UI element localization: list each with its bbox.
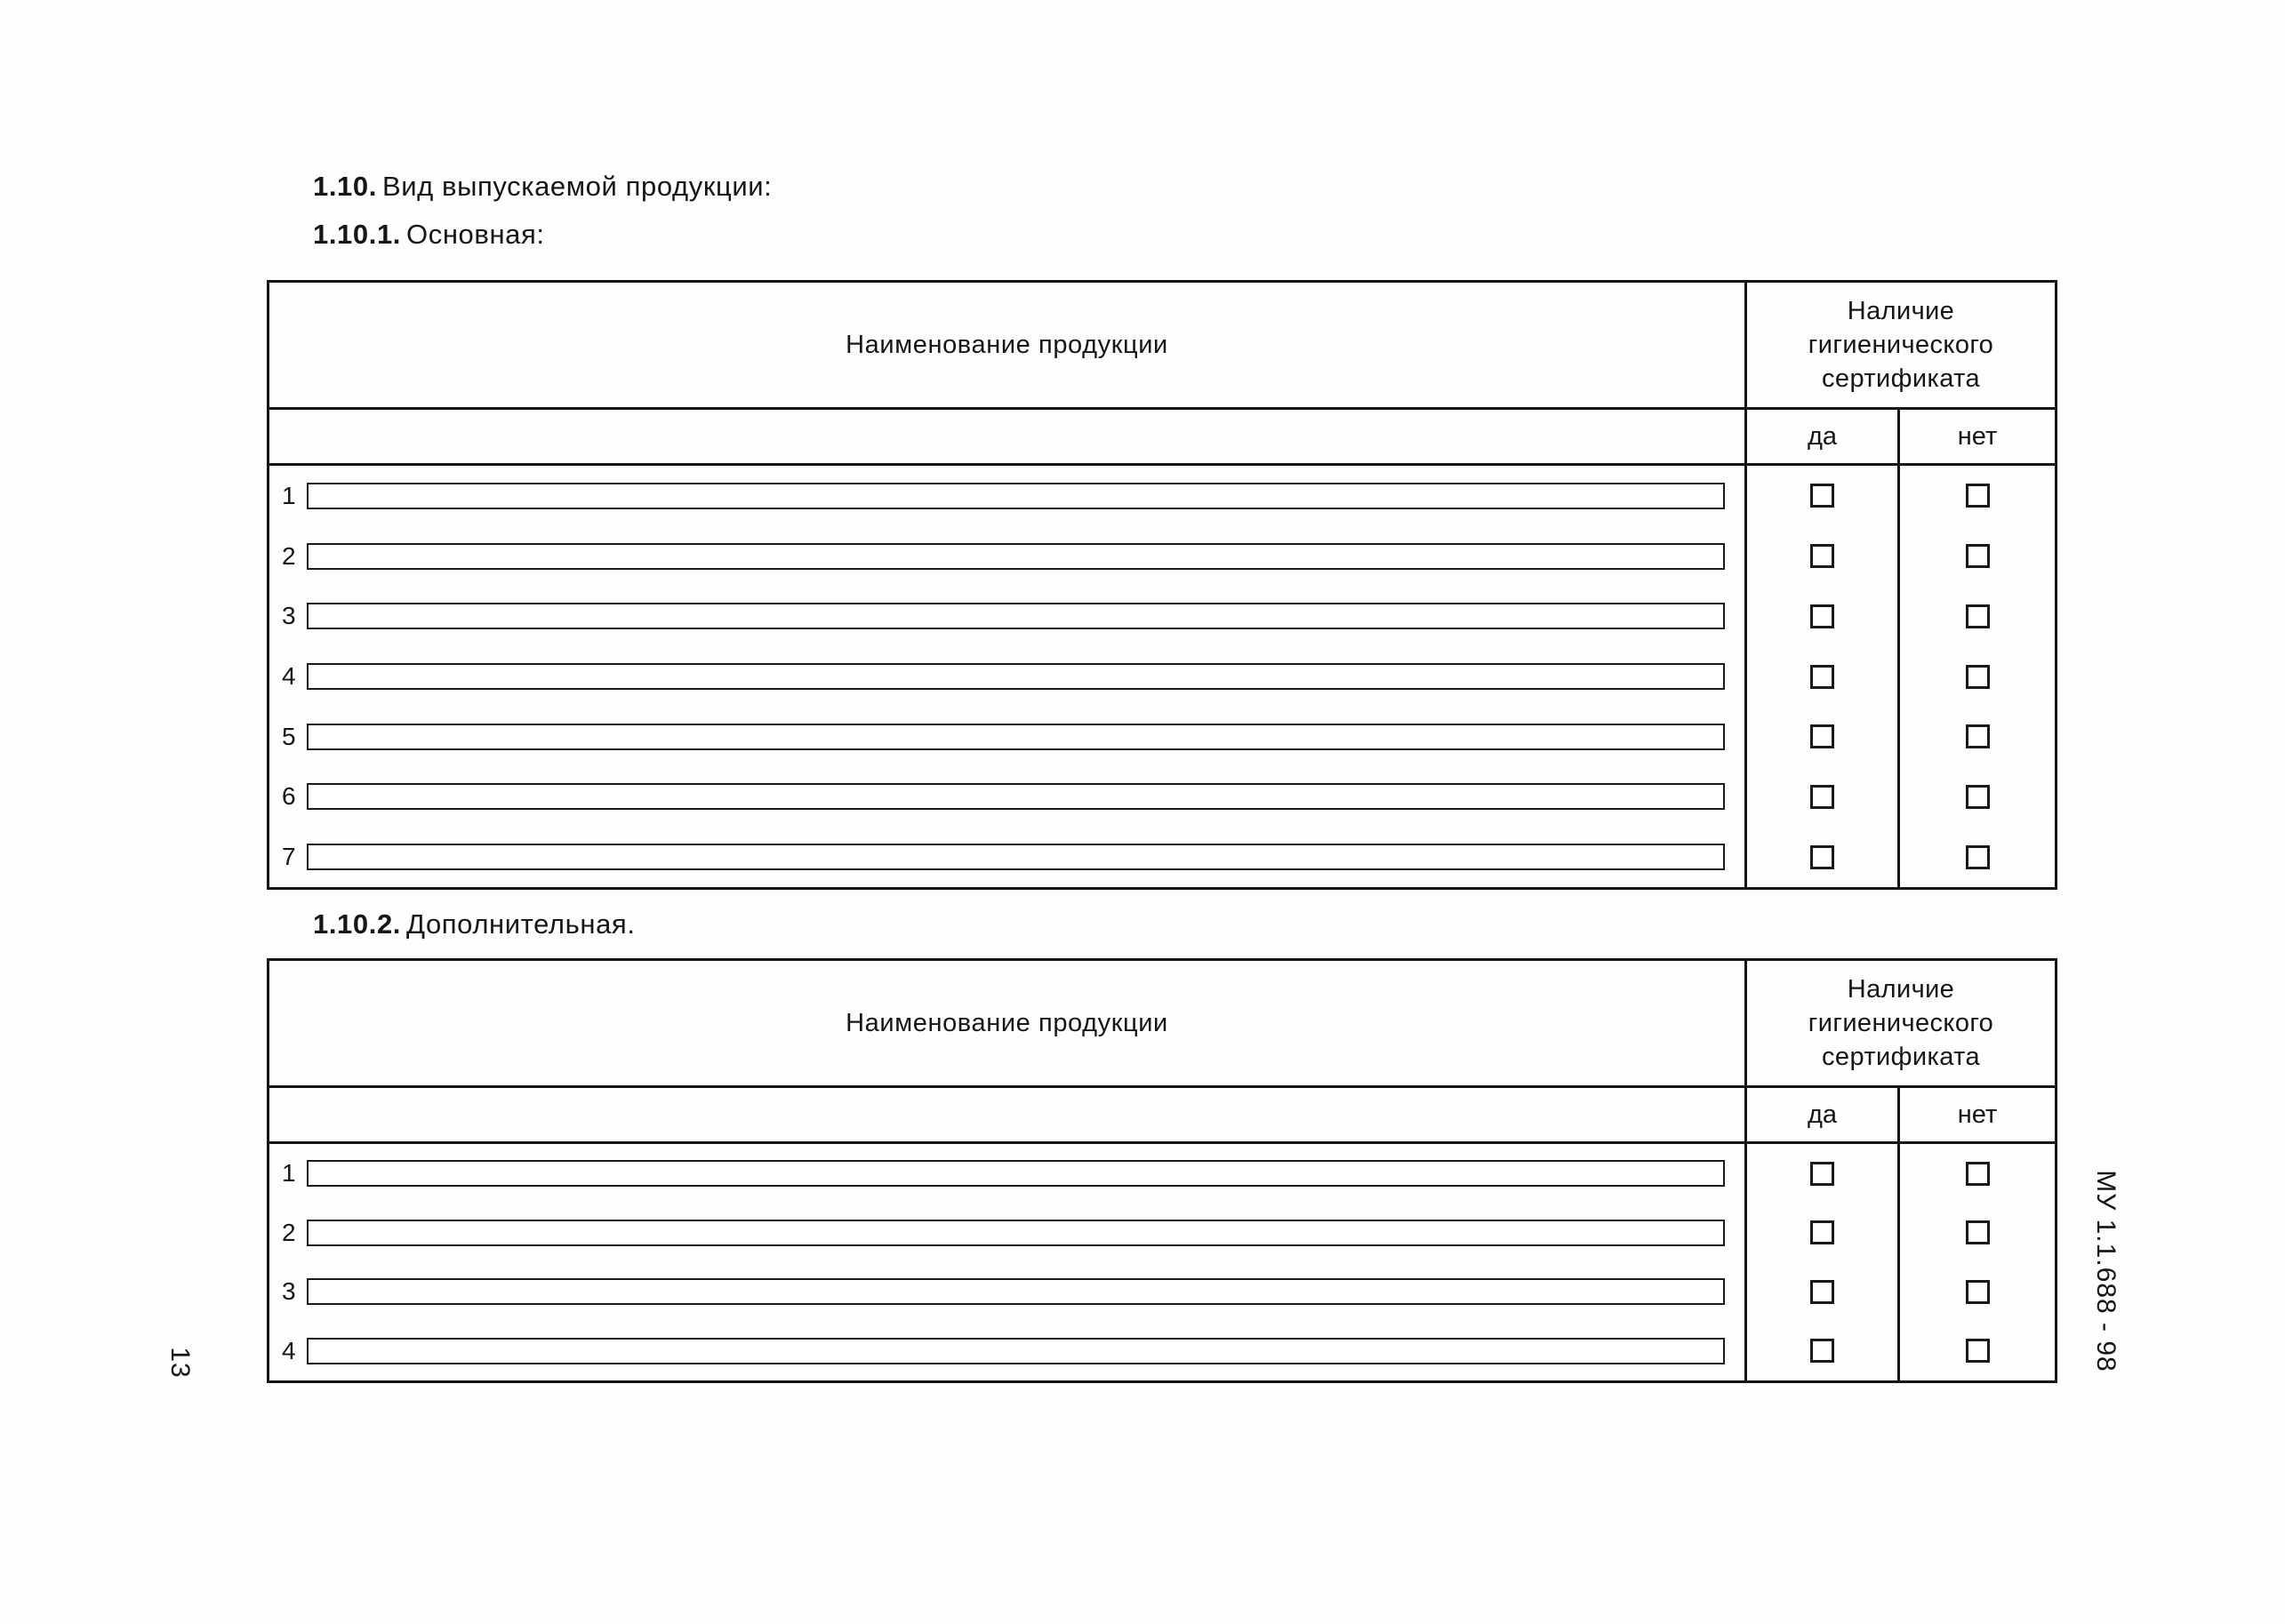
cert-no-checkbox[interactable] (1966, 1339, 1990, 1363)
cert-yes-checkbox[interactable] (1810, 604, 1834, 628)
cert-no-cell (1900, 1144, 2055, 1204)
cert-no-cell (1900, 646, 2055, 707)
product-name-cell (269, 526, 1747, 587)
yes-header: да (1747, 410, 1900, 463)
section-title: Вид выпускаемой продукции: (381, 171, 773, 202)
cert-yes-cell (1747, 586, 1900, 646)
product-name-header: Наименование продукции (269, 961, 1747, 1085)
table-row (269, 526, 2055, 587)
table-row (269, 767, 2055, 828)
row-number: 3 (282, 602, 296, 630)
yes-header: да (1747, 1088, 1900, 1141)
cert-no-checkbox[interactable] (1966, 665, 1990, 689)
cert-yes-cell (1747, 1144, 1900, 1204)
cert-no-cell (1900, 586, 2055, 646)
cert-no-cell (1900, 707, 2055, 767)
product-name-cell (269, 466, 1747, 526)
table-body (269, 466, 2055, 887)
subsection-additional-number: 1.10.2. (313, 908, 402, 940)
product-name-cell (269, 646, 1747, 707)
row-number: 5 (282, 722, 296, 750)
cert-no-checkbox[interactable] (1966, 785, 1990, 809)
cert-yes-checkbox[interactable] (1810, 1280, 1834, 1304)
cert-yes-cell (1747, 526, 1900, 587)
cert-yes-checkbox[interactable] (1810, 1339, 1834, 1363)
certificate-header-label: Наличие гигиенического сертификата (1808, 296, 1994, 394)
cert-no-checkbox[interactable] (1966, 845, 1990, 869)
product-name-cell (269, 707, 1747, 767)
cert-no-cell (1900, 827, 2055, 887)
subsection-main-number: 1.10.1. (313, 219, 402, 250)
product-name-field[interactable] (307, 844, 1725, 870)
cert-yes-checkbox[interactable] (1810, 484, 1834, 508)
product-name-cell (269, 827, 1747, 887)
cert-yes-cell (1747, 1204, 1900, 1263)
table-row (269, 707, 2055, 767)
product-name-field[interactable] (307, 1278, 1725, 1305)
cert-yes-checkbox[interactable] (1810, 785, 1834, 809)
name-header-spacer (269, 410, 1747, 463)
certificate-header-label: Наличие гигиенического сертификата (1808, 974, 1994, 1072)
product-name-cell (269, 586, 1747, 646)
table-row (269, 827, 2055, 887)
section-number: 1.10. (313, 171, 377, 202)
cert-yes-checkbox[interactable] (1810, 845, 1834, 869)
row-number: 4 (282, 1336, 296, 1364)
cert-no-checkbox[interactable] (1966, 1280, 1990, 1304)
no-header: нет (1957, 421, 1998, 451)
cert-no-checkbox[interactable] (1966, 484, 1990, 508)
table-subheader-row (269, 407, 2055, 466)
product-name-field[interactable] (307, 783, 1725, 810)
product-name-field[interactable] (307, 1338, 1725, 1364)
cert-yes-cell (1747, 466, 1900, 526)
cert-yes-checkbox[interactable] (1810, 1162, 1834, 1186)
main-products-table (267, 280, 2057, 890)
cert-yes-cell (1747, 646, 1900, 707)
product-name-field[interactable] (307, 603, 1725, 629)
cert-no-cell (1900, 1204, 2055, 1263)
product-name-cell (269, 1204, 1747, 1263)
cert-yes-checkbox[interactable] (1810, 665, 1834, 689)
cert-yes-cell (1747, 767, 1900, 828)
subsection-main-heading (313, 219, 545, 251)
table-row (269, 1204, 2055, 1263)
name-header-spacer (269, 1088, 1747, 1141)
table-body (269, 1144, 2055, 1380)
table-row (269, 466, 2055, 526)
cert-no-checkbox[interactable] (1966, 1220, 1990, 1244)
table-header-row (269, 283, 2055, 407)
product-name-field[interactable] (307, 663, 1725, 690)
cert-no-checkbox[interactable] (1966, 1162, 1990, 1186)
additional-products-table (267, 958, 2057, 1383)
product-name-field[interactable] (307, 543, 1725, 570)
cert-no-cell (1900, 466, 2055, 526)
cert-yes-cell (1747, 1322, 1900, 1381)
certificate-header (1747, 961, 2055, 1085)
product-name-cell (269, 1144, 1747, 1204)
cert-no-checkbox[interactable] (1966, 724, 1990, 748)
table-row (269, 586, 2055, 646)
cert-yes-cell (1747, 707, 1900, 767)
cert-yes-cell (1747, 1262, 1900, 1322)
row-number: 2 (282, 541, 296, 570)
cert-yes-checkbox[interactable] (1810, 1220, 1834, 1244)
cert-no-cell (1900, 526, 2055, 587)
row-number: 1 (282, 1159, 296, 1188)
table-subheader-row (269, 1085, 2055, 1144)
certificate-header (1747, 283, 2055, 407)
product-name-header: Наименование продукции (269, 283, 1747, 407)
table-row (269, 1322, 2055, 1381)
row-number: 3 (282, 1277, 296, 1306)
document-code: МУ 1.1.688 - 98 (2091, 1170, 2121, 1372)
row-number: 2 (282, 1218, 296, 1246)
subsection-additional-title: Дополнительная. (406, 908, 636, 940)
cert-yes-checkbox[interactable] (1810, 724, 1834, 748)
cert-no-checkbox[interactable] (1966, 604, 1990, 628)
table-row (269, 1262, 2055, 1322)
no-header: нет (1957, 1100, 1998, 1129)
product-name-field[interactable] (307, 483, 1725, 509)
row-number: 1 (282, 481, 296, 509)
table-row (269, 646, 2055, 707)
cert-yes-cell (1747, 827, 1900, 887)
cert-no-checkbox[interactable] (1966, 544, 1990, 568)
table-row (269, 1144, 2055, 1204)
product-name-cell (269, 1262, 1747, 1322)
table-header-row (269, 961, 2055, 1085)
row-number: 4 (282, 662, 296, 691)
product-name-cell (269, 1322, 1747, 1381)
subsection-main-title: Основная: (406, 219, 545, 250)
subsection-additional-heading (313, 908, 636, 940)
product-name-field[interactable] (307, 724, 1725, 750)
cert-yes-checkbox[interactable] (1810, 544, 1834, 568)
cert-no-cell (1900, 1262, 2055, 1322)
product-name-field[interactable] (307, 1220, 1725, 1246)
cert-no-cell (1900, 767, 2055, 828)
product-name-field[interactable] (307, 1160, 1725, 1187)
cert-no-cell (1900, 1322, 2055, 1381)
section-heading (313, 171, 772, 203)
page-number: 13 (165, 1347, 195, 1379)
row-number: 6 (282, 782, 296, 811)
product-name-cell (269, 767, 1747, 828)
row-number: 7 (282, 843, 296, 871)
